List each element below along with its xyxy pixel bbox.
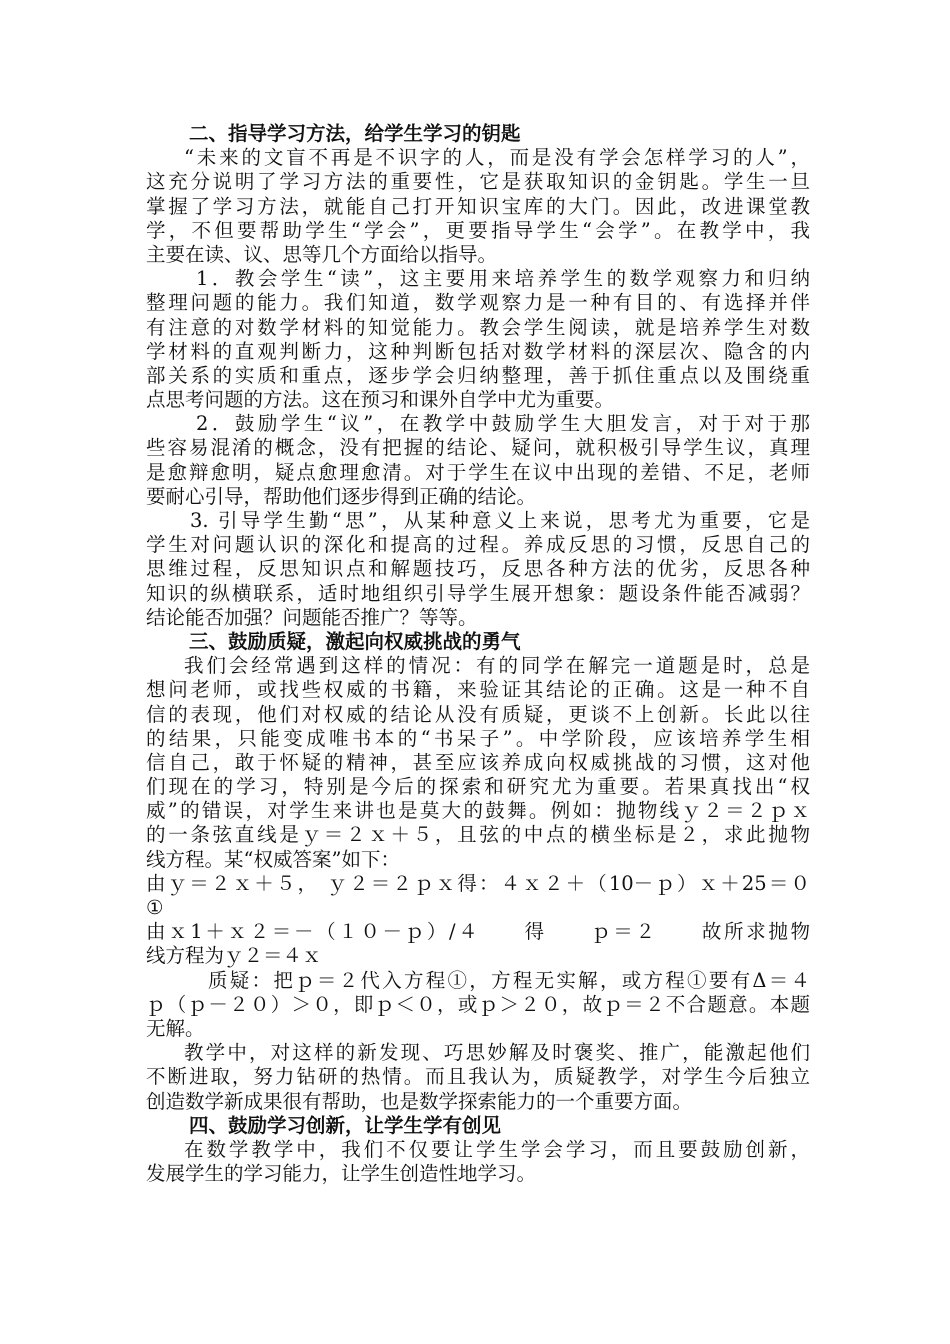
text-line: 由ｘ1＋ｘ２＝－（１０－ｐ）/４ 得 ｐ＝２ 故所求抛物 [146, 920, 810, 944]
text-line: 知识的纵横联系，适时地组织引导学生展开想象：题设条件能否减弱？ [146, 581, 810, 605]
text-line: 有注意的对数学材料的知觉能力。教会学生阅读，就是培养学生对数 [146, 315, 810, 339]
text-line: 们现在的学习，特别是今后的探索和研究尤为重要。若果真找出“权 [146, 775, 810, 799]
section-heading: 二、指导学习方法，给学生学习的钥匙 [189, 122, 521, 145]
text-line: 的结果，只能变成唯书本的“书呆子”。中学阶段，应该培养学生相 [146, 726, 810, 750]
text-line: 在数学教学中，我们不仅要让学生学会学习，而且要鼓励创新， [184, 1137, 810, 1161]
text-line: 思维过程，反思知识点和解题技巧，反思各种方法的优劣，反思各种 [146, 557, 810, 581]
text-line: 主要在读、议、思等几个方面给以指导。 [146, 242, 498, 266]
document-page [146, 122, 810, 1186]
text-line: 想问老师，或找些权威的书籍，来验证其结论的正确。这是一种不自 [146, 678, 810, 702]
text-line: 质疑：把ｐ＝２代入方程①，方程无实解，或方程①要有Δ＝４ [208, 968, 810, 992]
text-line: 威”的错误，对学生来讲也是莫大的鼓舞。例如：抛物线ｙ２＝２ｐｘ [146, 799, 810, 823]
text-line: 信自己，敢于怀疑的精神，甚至应该养成向权威挑战的习惯，这对他 [146, 750, 810, 774]
text-line: 部关系的实质和重点，逐步学会归纳整理，善于抓住重点以及围绕重 [146, 363, 810, 387]
text-line: 1．教会学生“读”，这主要用来培养学生的数学观察力和归纳 [196, 267, 810, 291]
text-line: 不断进取，努力钻研的热情。而且我认为，质疑教学，对学生今后独立 [146, 1065, 810, 1089]
text-line: “未来的文盲不再是不识字的人，而是没有学会怎样学习的人”， [184, 146, 810, 170]
text-line: ｐ（ｐ－２０）＞０，即ｐ＜０，或ｐ＞２０，故ｐ＝２不合题意。本题 [146, 992, 810, 1016]
text-line: 线方程为ｙ２＝４ｘ [146, 944, 322, 968]
text-line: 教学中，对这样的新发现、巧思妙解及时褒奖、推广，能激起他们 [184, 1041, 810, 1065]
text-line: 学生对问题认识的深化和提高的过程。养成反思的习惯，反思自己的 [146, 533, 810, 557]
text-line: 我们会经常遇到这样的情况：有的同学在解完一道题是时，总是 [184, 654, 810, 678]
text-line: 是愈辩愈明，疑点愈理愈清。对于学生在议中出现的差错、不足，老师 [146, 460, 810, 484]
text-line: 要耐心引导，帮助他们逐步得到正确的结论。 [146, 484, 537, 508]
text-line: 整理问题的能力。我们知道，数学观察力是一种有目的、有选择并伴 [146, 291, 810, 315]
text-line: 结论能否加强？问题能否推广？等等。 [146, 605, 478, 629]
text-line: 创造数学新成果很有帮助，也是数学探索能力的一个重要方面。 [146, 1089, 693, 1113]
text-line: 无解。 [146, 1016, 205, 1040]
text-line: 发展学生的学习能力，让学生创造性地学习。 [146, 1162, 537, 1186]
text-line: 掌握了学习方法，就能自己打开知识宝库的大门。因此，改进课堂教 [146, 194, 810, 218]
section-heading: 三、鼓励质疑，激起向权威挑战的勇气 [189, 629, 521, 653]
text-line: ① [146, 896, 164, 919]
text-line: 信的表现，他们对权威的结论从没有质疑，更谈不上创新。长此以往 [146, 702, 810, 726]
text-line: 3. 引导学生勤“思”，从某种意义上来说，思考尤为重要，它是 [190, 509, 810, 532]
text-line: 2．鼓励学生“议”，在教学中鼓励学生大胆发言，对于对于那 [196, 412, 810, 436]
text-line: 由ｙ＝２ｘ＋５， ｙ２＝２ｐｘ得：４ｘ２＋（10－ｐ）ｘ＋25＝０ [146, 871, 810, 895]
text-line: 这充分说明了学习方法的重要性，它是获取知识的金钥匙。学生一旦 [146, 170, 810, 194]
text-line: 学材料的直观判断力，这种判断包括对数学材料的深层次、隐含的内 [146, 339, 810, 363]
text-line: 些容易混淆的概念，没有把握的结论、疑问，就积极引导学生议，真理 [146, 436, 810, 460]
text-line: 学，不但要帮助学生“学会”，更要指导学生“会学”。在教学中，我 [146, 218, 810, 242]
text-line: 的一条弦直线是ｙ＝２ｘ＋５，且弦的中点的横坐标是２，求此抛物 [146, 823, 810, 847]
section-heading: 四、鼓励学习创新，让学生学有创见 [189, 1113, 502, 1137]
text-line: 线方程。某“权威答案”如下： [146, 847, 400, 871]
text-line: 点思考问题的方法。这在预习和课外自学中尤为重要。 [146, 388, 615, 412]
